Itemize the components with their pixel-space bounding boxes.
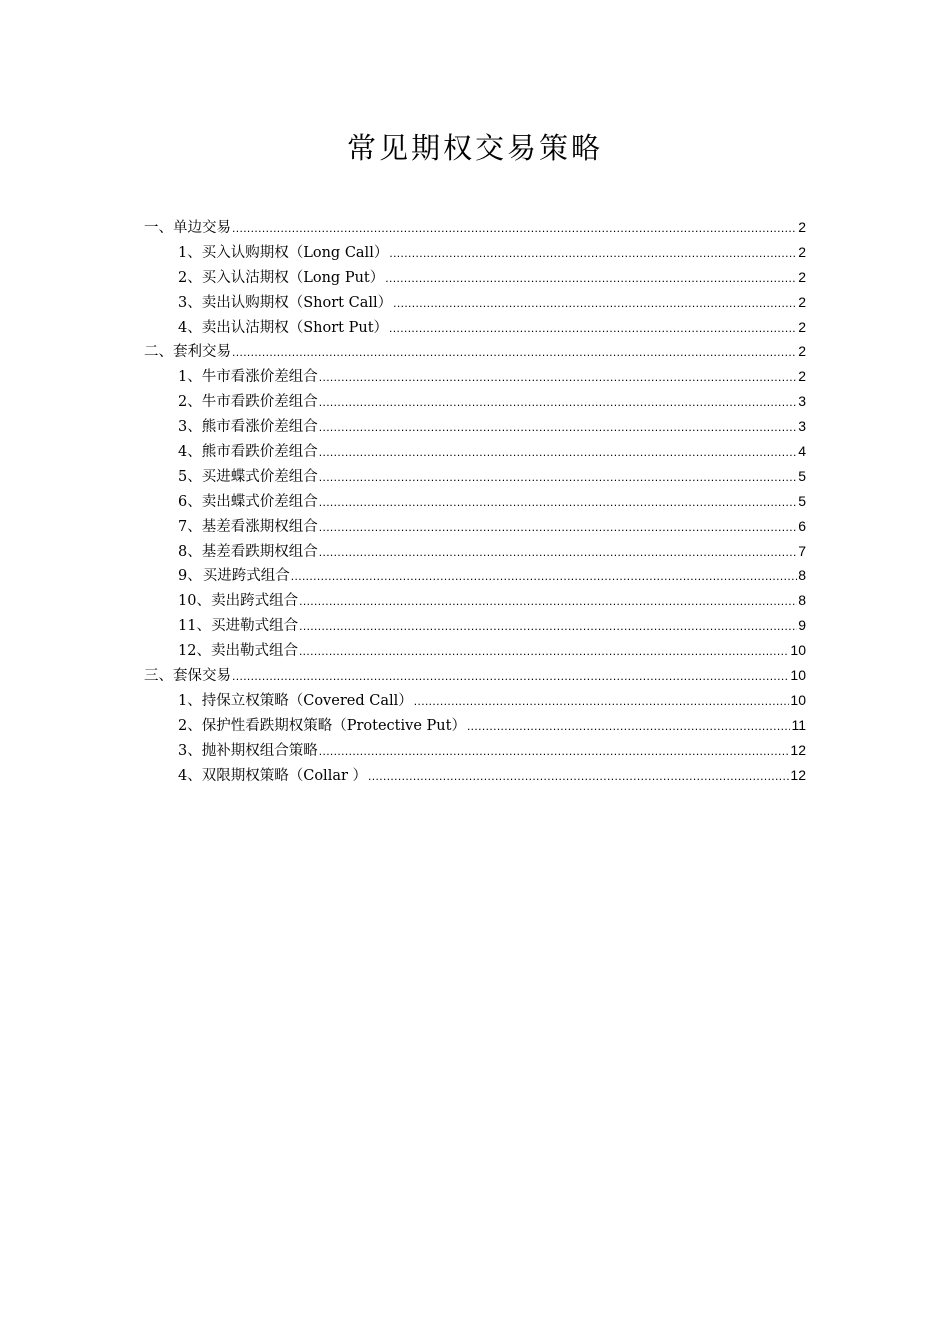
toc-page-number: 10 [790,691,806,708]
toc-leader [467,714,791,739]
toc-entry[interactable] [144,265,806,290]
toc-page-number: 3 [798,418,806,435]
toc-entry-number: 2、 [178,717,202,734]
toc-entry-number: 2、 [178,394,202,411]
toc-page-number: 9 [798,617,806,634]
toc-page-number: 2 [798,243,806,260]
toc-page-number: 5 [798,492,806,509]
toc-entry-number: 2、 [178,269,202,286]
toc-page-number: 11 [791,716,806,733]
toc-page-number: 8 [798,592,806,609]
toc-leader [299,589,797,614]
toc-entry-number: 7、 [178,518,202,535]
toc-leader [368,764,789,789]
toc-entry-number: 1、 [178,244,202,261]
toc-entry-number: 4、 [178,444,202,461]
toc-entry[interactable] [144,713,806,738]
toc-entry-number: 12、 [178,643,211,660]
toc-page-number: 6 [798,517,806,534]
toc-entry-text: 买入认购期权（Long Call） [201,244,389,261]
toc-entry[interactable] [144,563,806,588]
toc-page-number: 2 [798,293,806,310]
toc-entry-text: 买进跨式组合 [202,568,290,585]
toc-leader [414,689,790,714]
document-title: 常见期权交易策略 [346,131,603,165]
toc-leader [319,739,790,764]
toc-entry-text: 买进蝶式价差组合 [201,468,318,485]
toc-entry-text: 三、套保交易 [144,668,231,685]
toc-entry-number: 5、 [178,468,202,485]
toc-page-number: 5 [798,467,806,484]
toc-page-number: 10 [790,667,806,684]
toc-entry[interactable] [144,588,806,613]
toc-page-number: 12 [790,766,806,783]
toc-page-number: 7 [798,542,806,559]
toc-entry[interactable] [144,364,806,389]
toc-entry-number: 1、 [178,692,202,709]
toc-section-3[interactable] [144,663,806,688]
toc-page-number: 12 [790,741,806,758]
toc-entry-text: 基差看跌期权组合 [201,543,318,560]
toc-leader [299,639,789,664]
toc-page-number: 3 [798,393,806,410]
toc-leader [319,365,797,390]
toc-entry[interactable] [144,763,806,788]
toc-leader [232,340,797,365]
toc-page-number: 2 [798,219,806,235]
toc-entry-text: 一、单边交易 [144,220,231,236]
toc-page-number: 2 [798,368,806,385]
toc-entry-number: 1、 [178,369,202,386]
toc-leader [299,614,797,639]
toc-leader [319,490,797,515]
toc-entry-number: 3、 [178,742,202,759]
toc-section-2[interactable] [144,339,806,364]
toc-entry[interactable] [144,389,806,414]
toc-leader [319,415,797,440]
toc-entry[interactable] [144,489,806,514]
toc-entry-text: 基差看涨期权组合 [201,518,318,535]
toc-entry[interactable] [144,414,806,439]
toc-entry-text: 牛市看涨价差组合 [201,369,318,386]
toc-entry[interactable] [144,240,806,265]
toc-entry-number: 8、 [178,543,202,560]
toc-entry-text: 熊市看涨价差组合 [201,419,318,436]
toc-leader [319,515,797,540]
toc-section-1[interactable] [144,215,806,240]
toc-leader [319,540,797,565]
toc-entry-text: 二、套利交易 [144,344,231,361]
toc-leader [319,390,797,415]
toc-entry-text: 卖出认沽期权（Short Put） [201,319,389,336]
toc-leader [232,664,789,689]
toc-leader [319,440,797,465]
toc-entry[interactable] [144,464,806,489]
toc-entry-text: 买进勒式组合 [211,618,299,635]
toc-page-number: 2 [798,268,806,285]
toc-leader [291,564,797,589]
toc-leader [393,291,797,316]
toc-entry[interactable] [144,688,806,713]
toc-entry-text: 持保立权策略（Covered Call） [201,692,413,709]
toc-page-number: 4 [798,443,806,460]
toc-page-number: 8 [798,567,806,584]
toc-entry[interactable] [144,290,806,315]
toc-entry-number: 3、 [178,294,202,311]
toc-leader [319,465,797,490]
toc-entry-number: 4、 [178,319,202,336]
toc-entry[interactable] [144,613,806,638]
toc-entry-text: 熊市看跌价差组合 [201,444,318,461]
toc-leader [385,266,797,291]
toc-entry-number: 4、 [178,767,202,784]
toc-entry-text: 卖出勒式组合 [210,643,298,660]
toc-entry[interactable] [144,315,806,340]
toc-entry[interactable] [144,539,806,564]
toc-page-number: 2 [798,343,806,360]
toc-entry-text: 保护性看跌期权策略（Protective Put） [201,717,466,734]
toc-entry[interactable] [144,638,806,663]
toc-leader [389,316,797,341]
toc-page-number: 10 [790,642,806,659]
toc-entry-number: 6、 [178,493,202,510]
toc-entry-text: 牛市看跌价差组合 [201,394,318,411]
toc-entry-text: 卖出跨式组合 [211,593,299,610]
toc-entry-number: 3、 [178,419,202,436]
toc-entry-text: 抛补期权组合策略 [201,742,318,759]
toc-entry[interactable] [144,439,806,464]
toc-entry-number: 11、 [178,618,211,635]
toc-page-number: 2 [798,318,806,335]
toc-entry[interactable] [144,738,806,763]
toc-entry-text: 买入认沽期权（Long Put） [201,269,385,286]
toc-entry-number: 9、 [178,568,202,585]
toc-entry[interactable] [144,514,806,539]
toc-entry-text: 双限期权策略（Collar ） [201,767,368,784]
toc-entry-number: 10、 [178,593,211,610]
table-of-contents [144,215,806,787]
toc-leader [389,241,797,266]
toc-leader [232,216,797,241]
toc-entry-text: 卖出蝶式价差组合 [201,493,318,510]
toc-entry-text: 卖出认购期权（Short Call） [201,294,393,311]
